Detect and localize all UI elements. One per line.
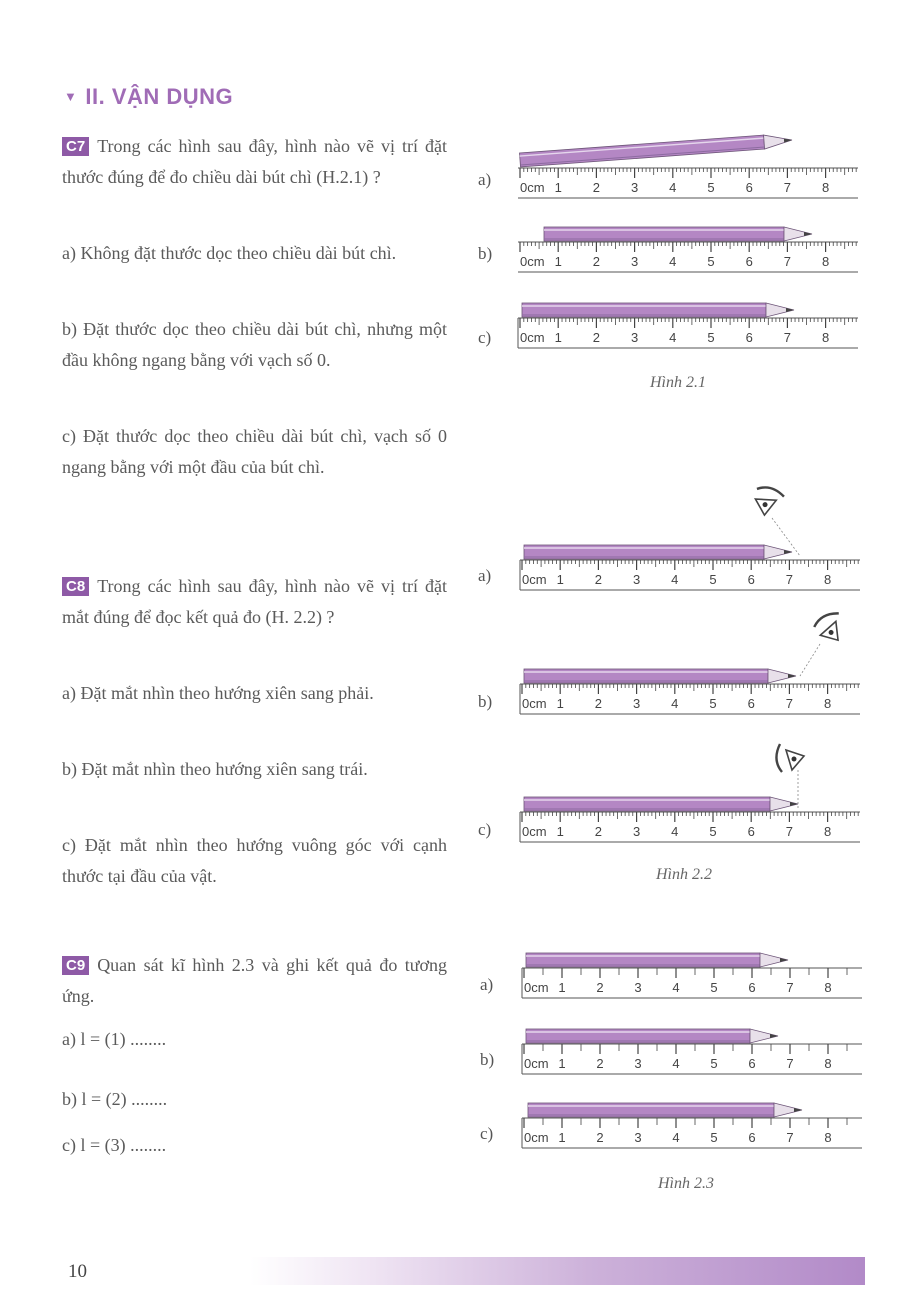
ruler-tick-label: 3 bbox=[630, 330, 639, 345]
ruler-tick-label: 3 bbox=[634, 980, 642, 995]
fig23c-pencil bbox=[528, 1103, 802, 1117]
ruler-tick-label: 4 bbox=[671, 824, 679, 839]
footer-bar bbox=[250, 1257, 865, 1285]
fig23c-ruler bbox=[522, 1118, 862, 1148]
ruler-tick-label: 7 bbox=[786, 1056, 794, 1071]
ruler-tick-label: 6 bbox=[748, 1130, 756, 1145]
ruler-tick-label: 6 bbox=[747, 572, 755, 587]
fig23-label-a: a) bbox=[480, 975, 494, 994]
ruler-tick-label: 8 bbox=[823, 824, 832, 839]
ruler-tick-label: 5 bbox=[707, 330, 715, 345]
ruler-tick-label: 0cm bbox=[524, 1130, 549, 1145]
triangle-marker-icon: ▼ bbox=[64, 89, 78, 104]
ruler-tick-label: 7 bbox=[785, 696, 794, 711]
ruler-tick-label: 6 bbox=[745, 330, 753, 345]
ruler-tick-label: 4 bbox=[672, 1056, 680, 1071]
fig23b-ruler bbox=[522, 1044, 862, 1074]
fig23a-pencil bbox=[526, 953, 788, 967]
ruler-tick-label: 3 bbox=[634, 1130, 642, 1145]
caption-hinh-2-3: Hình 2.3 bbox=[658, 1175, 714, 1192]
c8-option-a: a) Đặt mắt nhìn theo hướng xiên sang phải. bbox=[62, 683, 374, 703]
ruler-tick-label: 1 bbox=[558, 1056, 566, 1071]
fig21-label-c: c) bbox=[478, 328, 492, 347]
fig23a-ruler bbox=[522, 968, 862, 998]
fig21a-pencil bbox=[519, 133, 792, 167]
ruler-tick-label: 1 bbox=[558, 1130, 566, 1145]
ruler-tick-label: 3 bbox=[630, 254, 639, 269]
fig23-label-c: c) bbox=[480, 1124, 494, 1143]
fig23b-pencil bbox=[526, 1029, 778, 1043]
section-title: II. VẬN DỤNG bbox=[85, 84, 234, 109]
ruler-tick-label: 2 bbox=[596, 980, 604, 995]
fig22a-pencil bbox=[524, 545, 792, 559]
fig22c-pencil bbox=[524, 797, 798, 811]
ruler-tick-label: 5 bbox=[709, 696, 717, 711]
c7-badge: C7 bbox=[62, 137, 89, 156]
ruler-tick-label: 7 bbox=[786, 980, 794, 995]
ruler-tick-label: 8 bbox=[821, 254, 830, 269]
ruler-tick-label: 0cm bbox=[522, 696, 547, 711]
c8-option-c: c) Đặt mắt nhìn theo hướng vuông góc với cạnh thước tại đầu của vật. bbox=[62, 835, 447, 886]
ruler-tick-label: 1 bbox=[558, 980, 566, 995]
ruler-tick-label: 6 bbox=[748, 1056, 756, 1071]
fig21-label-b: b) bbox=[478, 244, 493, 263]
fig22b-pencil bbox=[524, 669, 796, 683]
fig22a-eye-icon bbox=[749, 484, 785, 519]
page-number: 10 bbox=[68, 1261, 87, 1282]
ruler-tick-label: 2 bbox=[594, 696, 603, 711]
ruler-tick-label: 0cm bbox=[522, 824, 547, 839]
fig21a-ruler bbox=[518, 168, 858, 198]
ruler-tick-label: 1 bbox=[556, 696, 564, 711]
ruler-tick-label: 0cm bbox=[522, 572, 547, 587]
fig23-label-b: b) bbox=[480, 1050, 495, 1069]
ruler-tick-label: 5 bbox=[709, 572, 717, 587]
fig22b-ruler bbox=[520, 684, 860, 714]
ruler-tick-label: 7 bbox=[783, 254, 792, 269]
fig22a-ruler bbox=[520, 560, 860, 590]
ruler-tick-label: 0cm bbox=[520, 254, 545, 269]
c7-option-b: b) Đặt thước dọc theo chiều dài bút chì, nhưng một đầu không ngang bằng với vạch số 0. bbox=[62, 319, 447, 370]
ruler-tick-label: 1 bbox=[556, 572, 564, 587]
ruler-tick-label: 7 bbox=[783, 180, 792, 195]
ruler-tick-label: 8 bbox=[821, 330, 830, 345]
fig22c-eye-icon bbox=[776, 744, 804, 772]
caption-hinh-2-2: Hình 2.2 bbox=[656, 866, 712, 883]
ruler-tick-label: 4 bbox=[672, 1130, 680, 1145]
ruler-tick-label: 1 bbox=[556, 824, 564, 839]
c9-option-c: c) l = (3) ........ bbox=[62, 1135, 167, 1155]
ruler-tick-label: 4 bbox=[671, 572, 679, 587]
ruler-tick-label: 6 bbox=[747, 824, 755, 839]
ruler-tick-label: 2 bbox=[594, 824, 603, 839]
ruler-tick-label: 3 bbox=[632, 572, 641, 587]
ruler-tick-label: 5 bbox=[709, 824, 717, 839]
ruler-tick-label: 6 bbox=[745, 254, 753, 269]
c8-option-b: b) Đặt mắt nhìn theo hướng xiên sang trái. bbox=[62, 759, 368, 779]
ruler-tick-label: 2 bbox=[592, 330, 601, 345]
ruler-tick-label: 1 bbox=[554, 254, 562, 269]
ruler-tick-label: 3 bbox=[630, 180, 639, 195]
ruler-tick-label: 2 bbox=[596, 1056, 604, 1071]
c9-question-text: Quan sát kĩ hình 2.3 và ghi kết quả đo tương ứng. bbox=[62, 955, 447, 1006]
ruler-tick-label: 6 bbox=[747, 696, 755, 711]
ruler-tick-label: 8 bbox=[821, 180, 830, 195]
ruler-tick-label: 3 bbox=[632, 824, 641, 839]
ruler-tick-label: 4 bbox=[671, 696, 679, 711]
ruler-tick-label: 1 bbox=[554, 180, 562, 195]
ruler-tick-label: 2 bbox=[592, 180, 601, 195]
ruler-tick-label: 7 bbox=[785, 572, 794, 587]
ruler-tick-label: 2 bbox=[596, 1130, 604, 1145]
ruler-tick-label: 0cm bbox=[524, 980, 549, 995]
fig21-label-a: a) bbox=[478, 170, 492, 189]
c8-badge: C8 bbox=[62, 577, 89, 596]
fig21c-pencil bbox=[522, 303, 794, 317]
caption-hinh-2-1: Hình 2.1 bbox=[650, 374, 706, 391]
ruler-tick-label: 5 bbox=[710, 980, 718, 995]
c7-option-a: a) Không đặt thước dọc theo chiều dài bút chì. bbox=[62, 243, 397, 263]
c9-option-b: b) l = (2) ........ bbox=[62, 1089, 168, 1109]
fig21b-pencil bbox=[544, 227, 812, 241]
ruler-tick-label: 0cm bbox=[524, 1056, 549, 1071]
ruler-tick-label: 8 bbox=[824, 1130, 832, 1145]
ruler-tick-label: 8 bbox=[823, 696, 832, 711]
ruler-tick-label: 2 bbox=[592, 254, 601, 269]
ruler-tick-label: 8 bbox=[823, 572, 832, 587]
c9-option-a: a) l = (1) ........ bbox=[62, 1029, 167, 1049]
fig21c-ruler bbox=[518, 318, 858, 348]
ruler-tick-label: 7 bbox=[786, 1130, 794, 1145]
fig22-label-a: a) bbox=[478, 566, 492, 585]
fig22c-ruler bbox=[520, 812, 860, 842]
ruler-tick-label: 6 bbox=[745, 180, 753, 195]
fig22b-eye-icon bbox=[812, 610, 849, 647]
ruler-tick-label: 0cm bbox=[520, 330, 545, 345]
ruler-tick-label: 7 bbox=[785, 824, 794, 839]
ruler-tick-label: 5 bbox=[707, 180, 715, 195]
ruler-tick-label: 1 bbox=[554, 330, 562, 345]
ruler-tick-label: 7 bbox=[783, 330, 792, 345]
ruler-tick-label: 5 bbox=[710, 1056, 718, 1071]
ruler-tick-label: 2 bbox=[594, 572, 603, 587]
ruler-tick-label: 3 bbox=[632, 696, 641, 711]
fig22-label-b: b) bbox=[478, 692, 493, 711]
ruler-tick-label: 4 bbox=[672, 980, 680, 995]
ruler-tick-label: 0cm bbox=[520, 180, 545, 195]
ruler-tick-label: 8 bbox=[824, 980, 832, 995]
c7-option-c: c) Đặt thước dọc theo chiều dài bút chì, vạch số 0 ngang bằng với một đầu của bút chì. bbox=[62, 426, 447, 477]
fig21b-ruler bbox=[518, 242, 858, 272]
fig22b-sight-line bbox=[800, 644, 820, 676]
c9-badge: C9 bbox=[62, 956, 89, 975]
ruler-tick-label: 3 bbox=[634, 1056, 642, 1071]
c7-question-text: Trong các hình sau đây, hình nào vẽ vị trí đặt thước đúng để đo chiều dài bút chì (H.2.1) ? bbox=[62, 136, 447, 187]
ruler-tick-label: 6 bbox=[748, 980, 756, 995]
c8-question-text: Trong các hình sau đây, hình nào vẽ vị trí đặt mắt đúng để đọc kết quả đo (H. 2.2) ? bbox=[62, 576, 447, 627]
ruler-tick-label: 4 bbox=[669, 330, 677, 345]
ruler-tick-label: 4 bbox=[669, 254, 677, 269]
ruler-tick-label: 5 bbox=[710, 1130, 718, 1145]
ruler-tick-label: 5 bbox=[707, 254, 715, 269]
ruler-tick-label: 8 bbox=[824, 1056, 832, 1071]
ruler-tick-label: 4 bbox=[669, 180, 677, 195]
fig22-label-c: c) bbox=[478, 820, 492, 839]
